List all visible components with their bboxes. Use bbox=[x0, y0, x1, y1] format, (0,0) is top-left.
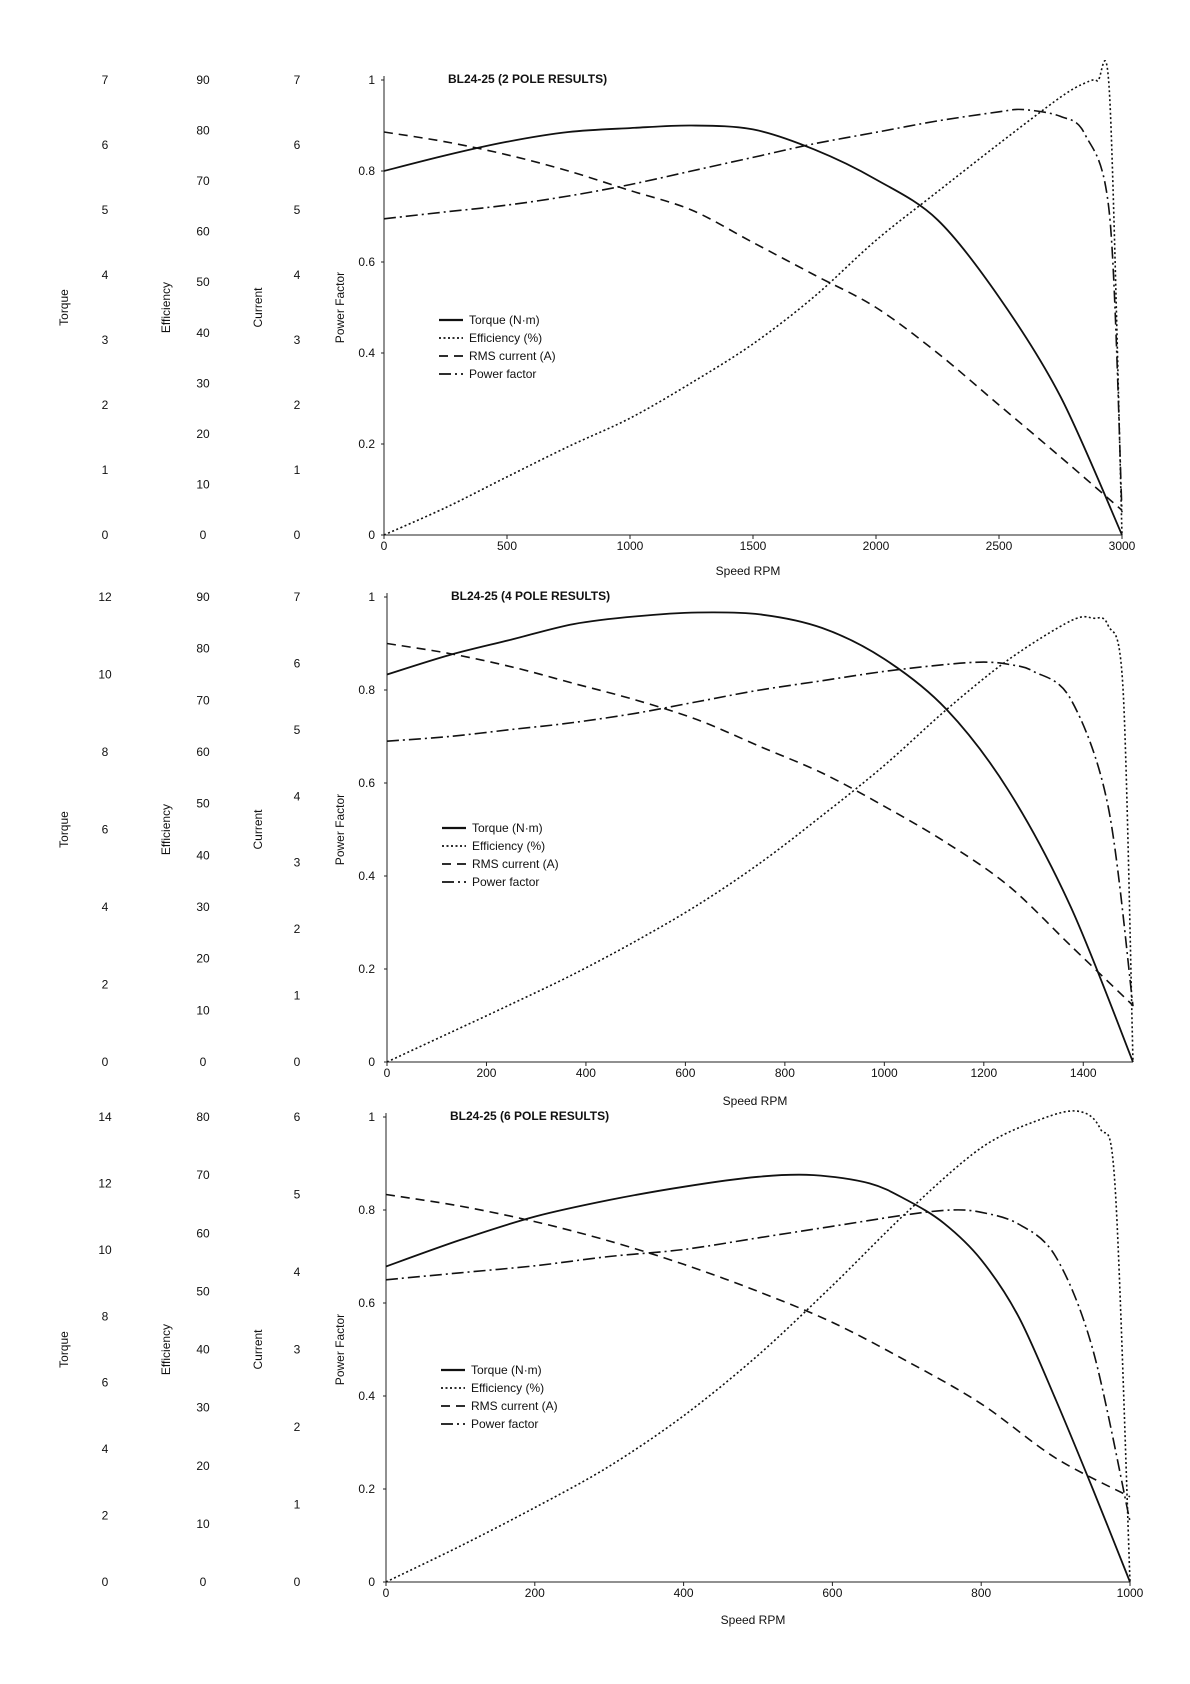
x-axis-label: Speed RPM bbox=[722, 1094, 788, 1108]
x-axis-label: Speed RPM bbox=[715, 564, 781, 578]
legend-label: Efficiency (%) bbox=[469, 331, 543, 345]
y-tick-label: 40 bbox=[196, 1342, 210, 1357]
y-tick-label: 2 bbox=[293, 922, 301, 937]
y-tick-label: 10 bbox=[98, 667, 112, 682]
y-axis-label: Torque bbox=[57, 811, 71, 848]
y-axis-label: Power Factor bbox=[333, 793, 347, 866]
y-tick-label: 3 bbox=[101, 333, 109, 347]
chart-3 bbox=[57, 1109, 1144, 1627]
y-tick-label: 80 bbox=[196, 123, 210, 138]
y-tick-label: 70 bbox=[196, 174, 210, 189]
legend-label: RMS current (A) bbox=[471, 1399, 558, 1413]
y-tick-label: 1 bbox=[293, 463, 301, 477]
y-tick-label: 4 bbox=[293, 268, 301, 282]
y-tick-label: 60 bbox=[196, 224, 210, 239]
y-tick-label: 0 bbox=[101, 1055, 109, 1069]
y-tick-label: 5 bbox=[293, 722, 301, 737]
y-tick-label: 7 bbox=[293, 73, 301, 87]
x-tick-label: 200 bbox=[476, 1066, 497, 1080]
y-tick-label: 0.8 bbox=[358, 683, 375, 697]
y-axis-label: Torque bbox=[57, 1331, 71, 1368]
y-tick-label: 50 bbox=[196, 1284, 210, 1299]
legend-label: RMS current (A) bbox=[469, 349, 556, 363]
y-tick-label: 4 bbox=[101, 900, 109, 914]
y-tick-label: 0 bbox=[101, 1575, 109, 1589]
chart-2 bbox=[57, 589, 1133, 1108]
y-tick-label: 40 bbox=[196, 848, 210, 863]
x-tick-label: 600 bbox=[675, 1066, 696, 1080]
y-tick-label: 1 bbox=[368, 590, 375, 604]
y-tick-label: 7 bbox=[101, 73, 109, 87]
legend bbox=[442, 821, 559, 889]
y-tick-label: 5 bbox=[293, 1187, 301, 1202]
x-tick-label: 1000 bbox=[1116, 1586, 1144, 1600]
x-tick-label: 0 bbox=[380, 539, 388, 553]
y-tick-label: 0 bbox=[101, 528, 109, 542]
y-tick-label: 0.2 bbox=[358, 1482, 375, 1496]
legend-label: Power factor bbox=[471, 1417, 539, 1431]
y-tick-label: 10 bbox=[98, 1242, 112, 1257]
y-tick-label: 10 bbox=[196, 1003, 210, 1018]
x-tick-label: 1500 bbox=[739, 539, 767, 553]
y-tick-label: 20 bbox=[196, 951, 210, 966]
y-tick-label: 4 bbox=[293, 1265, 301, 1279]
y-tick-label: 6 bbox=[101, 1375, 109, 1390]
y-tick-label: 0 bbox=[368, 1575, 375, 1589]
x-tick-label: 0 bbox=[383, 1066, 391, 1080]
x-tick-label: 2000 bbox=[862, 539, 890, 553]
y-tick-label: 3 bbox=[293, 1342, 301, 1357]
y-tick-label: 60 bbox=[196, 745, 210, 759]
y-tick-label: 2 bbox=[101, 398, 109, 412]
y-tick-label: 5 bbox=[293, 203, 301, 217]
x-tick-label: 500 bbox=[496, 539, 518, 553]
x-axis-label: Speed RPM bbox=[720, 1613, 786, 1627]
y-tick-label: 6 bbox=[101, 822, 109, 837]
y-tick-label: 3 bbox=[293, 333, 301, 347]
y-tick-label: 0.6 bbox=[358, 1296, 375, 1310]
series-line-power bbox=[384, 109, 1122, 512]
x-tick-label: 800 bbox=[774, 1066, 795, 1080]
x-tick-label: 1200 bbox=[970, 1066, 998, 1080]
y-tick-label: 2 bbox=[293, 398, 301, 412]
y-tick-label: 0.8 bbox=[358, 1203, 375, 1217]
x-tick-label: 2500 bbox=[985, 539, 1013, 553]
y-tick-label: 20 bbox=[196, 426, 210, 441]
y-axis-label: Efficiency bbox=[159, 1323, 173, 1376]
y-tick-label: 4 bbox=[101, 1442, 109, 1457]
y-tick-label: 8 bbox=[101, 1309, 109, 1324]
x-tick-label: 0 bbox=[382, 1586, 390, 1600]
y-tick-label: 12 bbox=[98, 1176, 112, 1191]
y-tick-label: 0 bbox=[293, 528, 301, 542]
series-line-efficiency bbox=[384, 61, 1122, 535]
y-tick-label: 80 bbox=[196, 641, 210, 656]
y-tick-label: 0.2 bbox=[358, 962, 375, 976]
y-tick-label: 2 bbox=[101, 1508, 109, 1523]
y-tick-label: 10 bbox=[196, 1516, 210, 1531]
y-tick-label: 90 bbox=[196, 73, 210, 87]
x-tick-label: 1000 bbox=[870, 1066, 898, 1080]
x-tick-label: 400 bbox=[575, 1066, 596, 1080]
y-tick-label: 1 bbox=[368, 1110, 375, 1124]
y-axis-label: Current bbox=[251, 1329, 265, 1370]
legend bbox=[439, 313, 556, 381]
y-axis-label: Torque bbox=[57, 289, 71, 326]
y-tick-label: 6 bbox=[293, 138, 301, 152]
y-axis-label: Efficiency bbox=[159, 803, 173, 856]
y-tick-label: 1 bbox=[101, 463, 109, 477]
y-tick-label: 7 bbox=[293, 590, 301, 604]
y-tick-label: 2 bbox=[293, 1420, 301, 1434]
y-tick-label: 0.4 bbox=[358, 869, 375, 883]
y-axis-label: Power Factor bbox=[333, 1313, 347, 1386]
y-tick-label: 1 bbox=[293, 988, 301, 1003]
y-axis-label: Power Factor bbox=[333, 271, 347, 344]
y-tick-label: 50 bbox=[196, 275, 210, 290]
y-tick-label: 6 bbox=[293, 656, 301, 671]
y-tick-label: 0.6 bbox=[358, 255, 375, 269]
y-tick-label: 3 bbox=[293, 855, 301, 870]
y-tick-label: 4 bbox=[101, 268, 109, 282]
y-tick-label: 30 bbox=[196, 900, 210, 914]
y-axis-label: Current bbox=[251, 809, 265, 850]
legend-label: Efficiency (%) bbox=[472, 839, 546, 853]
chart-title: BL24-25 (4 POLE RESULTS) bbox=[451, 589, 611, 603]
legend-label: RMS current (A) bbox=[472, 857, 559, 871]
y-tick-label: 0 bbox=[199, 528, 207, 542]
legend bbox=[441, 1363, 558, 1431]
y-axis-label: Current bbox=[251, 287, 265, 328]
legend-label: Torque (N·m) bbox=[471, 1363, 542, 1377]
x-tick-label: 600 bbox=[822, 1586, 843, 1600]
y-tick-label: 0 bbox=[293, 1055, 301, 1069]
y-tick-label: 6 bbox=[101, 138, 109, 152]
y-tick-label: 30 bbox=[196, 1400, 210, 1415]
y-tick-label: 0 bbox=[293, 1575, 301, 1589]
series-line-torque bbox=[387, 612, 1133, 1062]
y-tick-label: 0.4 bbox=[358, 346, 375, 360]
y-tick-label: 90 bbox=[196, 590, 210, 604]
legend-label: Torque (N·m) bbox=[469, 313, 540, 327]
y-tick-label: 4 bbox=[293, 789, 301, 804]
y-tick-label: 2 bbox=[101, 977, 109, 992]
y-tick-label: 80 bbox=[196, 1110, 210, 1124]
y-tick-label: 0 bbox=[368, 528, 375, 542]
y-axis-label: Efficiency bbox=[159, 281, 173, 334]
y-tick-label: 0 bbox=[199, 1575, 207, 1589]
y-tick-label: 10 bbox=[196, 477, 210, 492]
x-tick-label: 800 bbox=[971, 1586, 992, 1600]
x-tick-label: 3000 bbox=[1108, 539, 1136, 553]
y-tick-label: 5 bbox=[101, 203, 109, 217]
y-tick-label: 1 bbox=[368, 73, 375, 87]
y-tick-label: 6 bbox=[293, 1110, 301, 1124]
x-tick-label: 1400 bbox=[1069, 1066, 1097, 1080]
y-tick-label: 0.4 bbox=[358, 1389, 375, 1403]
chart-1 bbox=[57, 61, 1136, 578]
chart-title: BL24-25 (6 POLE RESULTS) bbox=[450, 1109, 610, 1123]
x-tick-label: 200 bbox=[524, 1586, 545, 1600]
y-tick-label: 70 bbox=[196, 1168, 210, 1183]
y-tick-label: 0.8 bbox=[358, 164, 375, 178]
series-line-rms bbox=[386, 1195, 1130, 1497]
legend-label: Power factor bbox=[469, 367, 537, 381]
y-tick-label: 12 bbox=[98, 590, 112, 604]
y-tick-label: 0 bbox=[199, 1055, 207, 1069]
y-tick-label: 0.2 bbox=[358, 437, 375, 451]
series-line-efficiency bbox=[386, 1111, 1130, 1582]
y-tick-label: 70 bbox=[196, 693, 210, 708]
y-tick-label: 30 bbox=[196, 376, 210, 391]
y-tick-label: 0 bbox=[368, 1055, 375, 1069]
y-tick-label: 14 bbox=[98, 1110, 112, 1124]
y-tick-label: 40 bbox=[196, 325, 210, 340]
y-tick-label: 50 bbox=[196, 796, 210, 811]
y-tick-label: 0.6 bbox=[358, 776, 375, 790]
y-tick-label: 8 bbox=[101, 745, 109, 759]
y-tick-label: 60 bbox=[196, 1226, 210, 1241]
legend-label: Torque (N·m) bbox=[472, 821, 543, 835]
x-tick-label: 1000 bbox=[616, 539, 644, 553]
legend-label: Power factor bbox=[472, 875, 540, 889]
y-tick-label: 20 bbox=[196, 1458, 210, 1473]
y-tick-label: 1 bbox=[293, 1497, 301, 1512]
series-line-torque bbox=[386, 1175, 1130, 1582]
chart-title: BL24-25 (2 POLE RESULTS) bbox=[448, 72, 608, 86]
legend-label: Efficiency (%) bbox=[471, 1381, 545, 1395]
x-tick-label: 400 bbox=[673, 1586, 694, 1600]
